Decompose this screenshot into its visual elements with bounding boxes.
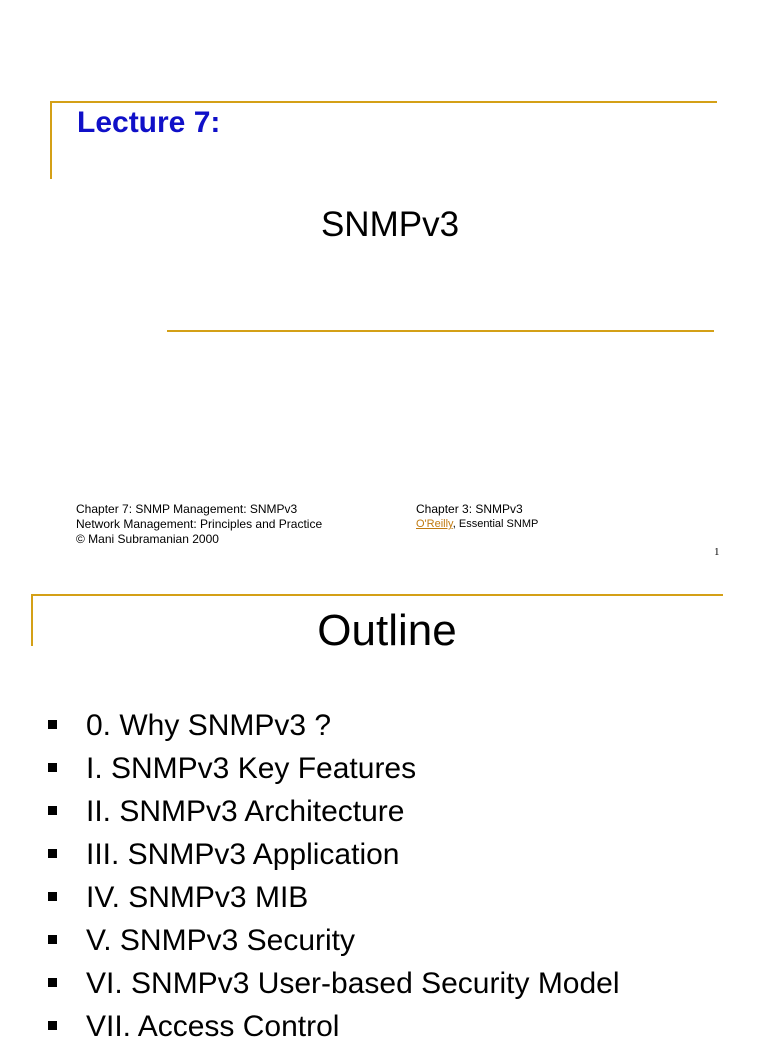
list-item [48, 962, 620, 1005]
outline-title: Outline [317, 606, 457, 655]
square-bullet-icon [48, 849, 57, 858]
footer-reference [416, 517, 538, 532]
list-item [48, 790, 620, 833]
list-item-text: IV. SNMPv3 MIB [86, 881, 309, 914]
reference-book: Essential SNMP [458, 518, 539, 530]
list-item [48, 833, 620, 876]
square-bullet-icon [48, 720, 57, 729]
list-item-text: II. SNMPv3 Architecture [86, 795, 405, 828]
list-item [48, 919, 620, 962]
footer-copyright: © Mani Subramanian 2000 [76, 532, 219, 546]
list-item [48, 876, 620, 919]
square-bullet-icon [48, 763, 57, 772]
page-number: 1 [714, 546, 720, 558]
list-item [48, 1005, 620, 1048]
square-bullet-icon [48, 892, 57, 901]
footer-chapter: Chapter 7: SNMP Management: SNMPv3 [76, 502, 298, 516]
square-bullet-icon [48, 1021, 57, 1030]
footer-left [76, 502, 322, 547]
list-item-text: VII. Access Control [86, 1010, 340, 1043]
square-bullet-icon [48, 978, 57, 987]
outline-list [48, 704, 620, 1048]
footer-book: Network Management: Principles and Practice [76, 517, 323, 531]
slide-outline [0, 582, 768, 1043]
list-item-text: 0. Why SNMPv3 ? [86, 709, 332, 742]
reference-separator: , [452, 518, 459, 530]
left-accent-line [50, 101, 52, 179]
list-item-text: VI. SNMPv3 User-based Security Model [86, 967, 620, 1000]
list-item-text: V. SNMPv3 Security [86, 924, 355, 957]
footer-right-chapter: Chapter 3: SNMPv3 [416, 502, 523, 516]
list-item [48, 704, 620, 747]
footer-right [416, 502, 538, 532]
outline-top-accent-line [32, 594, 723, 596]
top-accent-line [51, 101, 717, 103]
slide-title-text: SNMPv3 [320, 205, 460, 244]
list-item-text: I. SNMPv3 Key Features [86, 752, 417, 785]
lecture-label: Lecture 7: [77, 106, 221, 139]
square-bullet-icon [48, 935, 57, 944]
list-item [48, 747, 620, 790]
oreilly-link[interactable]: O'Reilly [416, 518, 453, 530]
title-underline [167, 330, 714, 332]
square-bullet-icon [48, 806, 57, 815]
list-item-text: III. SNMPv3 Application [86, 838, 400, 871]
